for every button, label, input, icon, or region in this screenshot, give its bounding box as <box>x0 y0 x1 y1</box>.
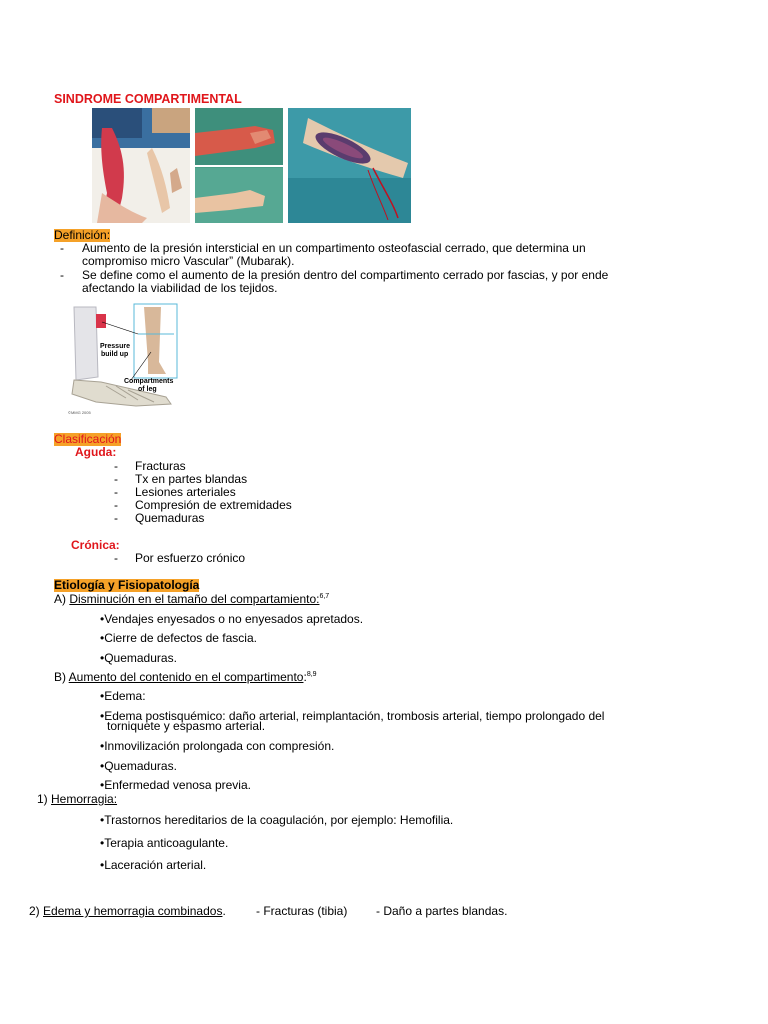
list-item <box>100 859 206 871</box>
aguda-label: Aguda: <box>75 445 117 459</box>
dash-marker: - <box>114 459 118 473</box>
dash-marker: - <box>114 485 118 499</box>
list-item-text: Trastornos hereditarios de la coagulación, por ejemplo: Hemofilia. <box>104 813 454 827</box>
diagram-credit: ©MMG 2005 <box>68 410 91 415</box>
bullet-marker: • <box>100 858 105 872</box>
diagram-label-of-leg: of leg <box>138 386 157 393</box>
section-a-ref: 6,7 <box>319 593 330 600</box>
edema-item-fracturas: - Fracturas (tibia) <box>256 904 348 918</box>
section-b-prefix: B) <box>54 670 69 684</box>
bullet-marker: • <box>100 836 105 850</box>
bullet-marker: • <box>100 709 105 723</box>
aguda-item: Lesiones arteriales <box>135 485 236 499</box>
list-item <box>100 690 146 702</box>
section-a-prefix: A) <box>54 592 70 606</box>
list-item <box>100 779 251 791</box>
list-item <box>100 760 177 772</box>
aguda-item: Tx en partes blandas <box>135 472 248 486</box>
leg-photo <box>92 108 190 223</box>
aguda-item: Quemaduras <box>135 511 205 525</box>
bullet-marker: • <box>100 612 105 626</box>
definicion-item-1-line2: compromiso micro Vascular” (Mubarak). <box>82 254 295 268</box>
section-b-title: Aumento del contenido en el compartimento <box>68 670 304 684</box>
list-item-text: Inmovilización prolongada con compresión. <box>104 739 335 753</box>
dash-marker: - <box>114 498 118 512</box>
dash-marker: - <box>114 551 118 565</box>
cronica-item: Por esfuerzo crónico <box>135 551 246 565</box>
aguda-item: Compresión de extremidades <box>135 498 292 512</box>
definicion-item-2-line1: Se define como el aumento de la presión dentro del compartimento cerrado por fascias, y por ende <box>82 268 609 282</box>
list-item <box>100 814 453 826</box>
list-item-text: Terapia anticoagulante. <box>104 836 229 850</box>
dash-marker: - <box>114 472 118 486</box>
diagram-label-buildup: build up <box>101 351 129 358</box>
list-item <box>100 632 257 644</box>
list-item <box>100 613 363 625</box>
section-b-heading <box>54 671 317 684</box>
page-title: SINDROME COMPARTIMENTAL <box>54 92 242 106</box>
fasciotomy-photo <box>288 108 411 223</box>
bullet-marker: • <box>100 651 105 665</box>
dash-marker: - <box>60 268 64 282</box>
section-a-heading <box>54 593 329 606</box>
list-item <box>100 652 177 664</box>
arm-photo <box>195 108 283 223</box>
list-item-text: Quemaduras. <box>104 759 177 773</box>
list-item-text: Laceración arterial. <box>104 858 207 872</box>
list-item-text: Vendajes enyesados o no enyesados apretados. <box>104 612 364 626</box>
hemorragia-prefix: 1) <box>37 792 52 806</box>
list-item-text: Enfermedad venosa previa. <box>104 778 251 792</box>
compartment-diagram <box>66 302 182 418</box>
edema-dot: . <box>222 904 226 918</box>
diagram-label-pressure: Pressure <box>100 343 130 350</box>
etiologia-heading: Etiología y Fisiopatología <box>54 578 200 592</box>
edema-item-danio: - Daño a partes blandas. <box>376 904 508 918</box>
hemorragia-title: Hemorragia: <box>51 792 118 806</box>
dash-marker: - <box>114 511 118 525</box>
definicion-item-1-line1: Aumento de la presión intersticial en un compartimento osteofascial cerrado, que determina un <box>82 241 586 255</box>
clasificacion-heading: Clasificación <box>54 432 122 446</box>
dash-marker: - <box>60 241 64 255</box>
bullet-marker: • <box>100 631 105 645</box>
aguda-item: Fracturas <box>135 459 186 473</box>
hemorragia-heading <box>37 793 117 806</box>
bullet-marker: • <box>100 739 105 753</box>
list-item-continuation: torniquete y espasmo arterial. <box>107 719 266 733</box>
edema-title: Edema y hemorragia combinados <box>43 904 223 918</box>
edema-prefix: 2) <box>29 904 44 918</box>
list-item-text: Quemaduras. <box>104 651 177 665</box>
list-item <box>100 740 334 752</box>
bullet-marker: • <box>100 759 105 773</box>
cronica-label: Crónica: <box>71 538 120 552</box>
edema-hemorragia-heading <box>29 905 226 918</box>
bullet-marker: • <box>100 778 105 792</box>
definicion-item-2-line2: afectando la viabilidad de los tejidos. <box>82 281 278 295</box>
section-a-title: Disminución en el tamaño del compartamiento: <box>69 592 320 606</box>
bullet-marker: • <box>100 689 105 703</box>
definicion-heading: Definición: <box>54 228 111 242</box>
list-item <box>100 837 228 849</box>
bullet-marker: • <box>100 813 105 827</box>
section-b-ref: 8,9 <box>306 671 317 678</box>
diagram-label-compartments: Compartments <box>124 378 174 385</box>
list-item-text: Cierre de defectos de fascia. <box>104 631 257 645</box>
section-b-colon: : <box>303 670 307 684</box>
list-item-text: Edema postisquémico: daño arterial, reimplantación, trombosis arterial, tiempo prolongado del <box>104 709 605 723</box>
list-item-text: Edema: <box>104 689 146 703</box>
